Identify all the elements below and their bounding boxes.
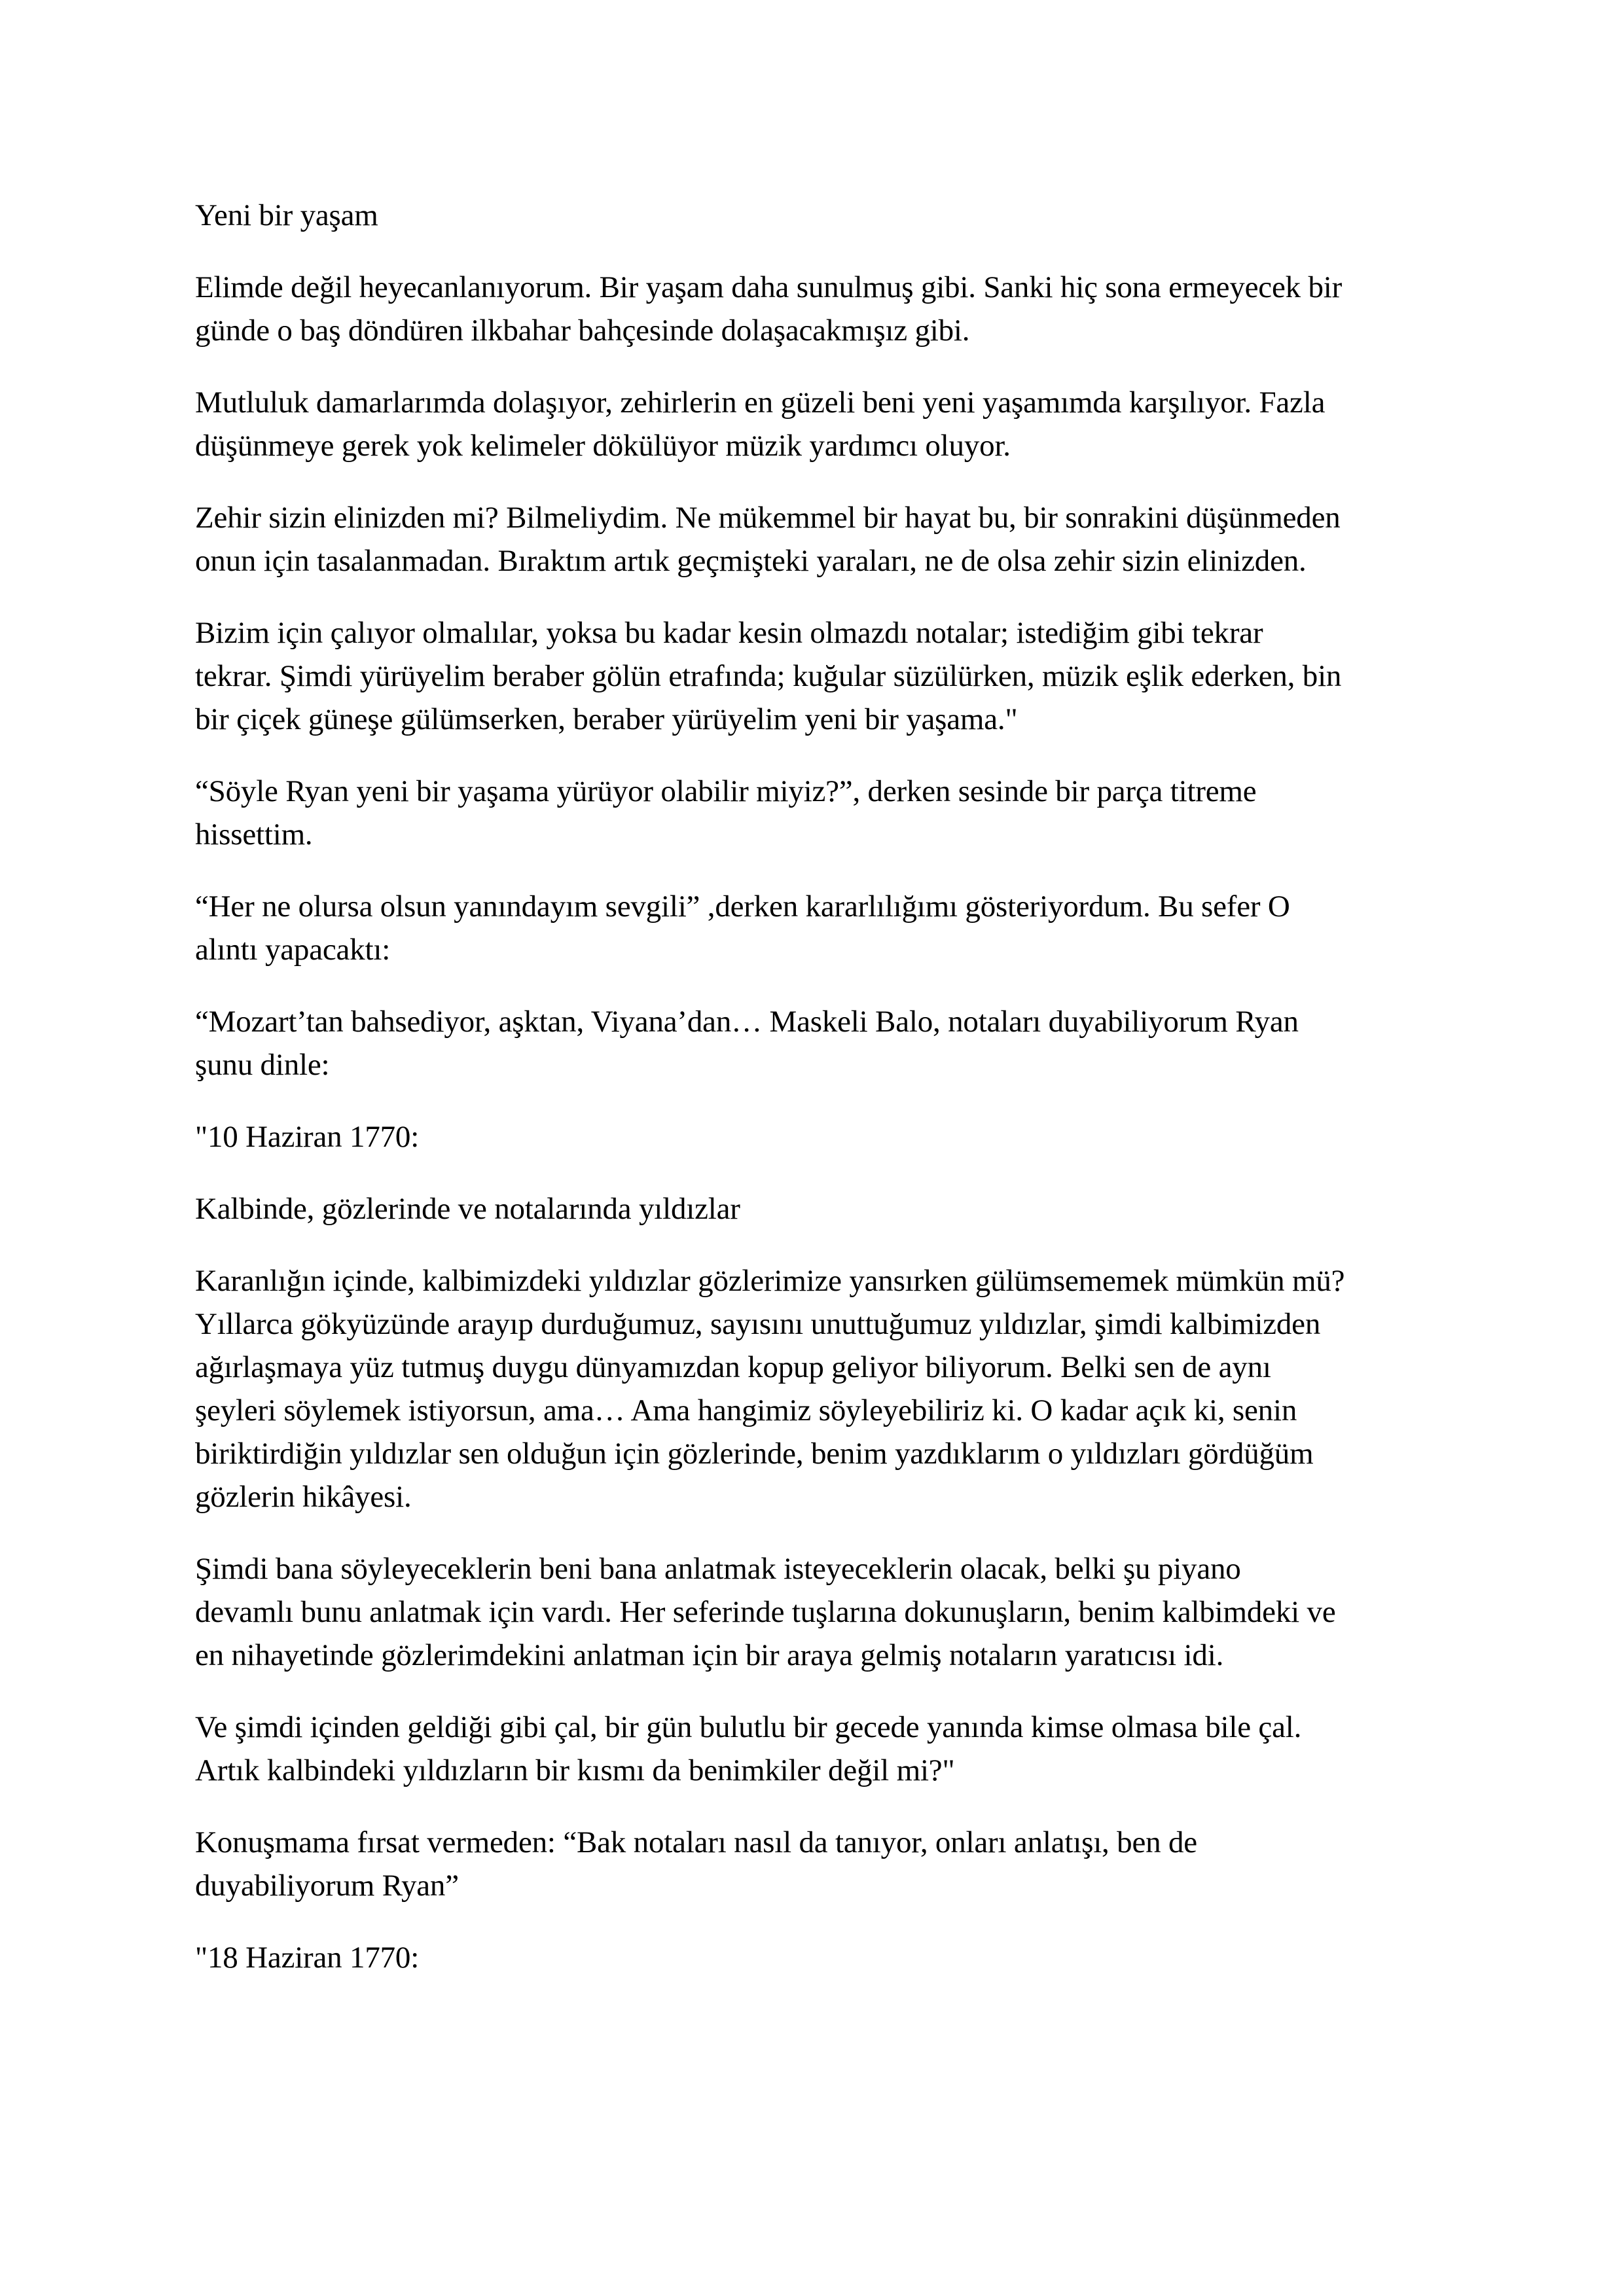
paragraph-line: Bizim için çalıyor olmalılar, yoksa bu kadar kesin olmazdı notalar; istediğim gibi tekrar <box>195 616 1263 650</box>
paragraph-line: alıntı yapacaktı: <box>195 933 391 967</box>
title-text: Yeni bir yaşam <box>195 198 378 232</box>
paragraph <box>195 1000 1452 1086</box>
paragraph <box>195 885 1452 971</box>
diary-entry-title <box>195 1187 1452 1230</box>
paragraph <box>195 381 1452 467</box>
paragraph-line: Ve şimdi içinden geldiği gibi çal, bir gün bulutlu bir gecede yanında kimse olmasa bile çal. <box>195 1710 1302 1744</box>
paragraph-line: "10 Haziran 1770: <box>195 1120 420 1154</box>
paragraph <box>195 1821 1452 1907</box>
paragraph-line: Elimde değil heyecanlanıyorum. Bir yaşam daha sunulmuş gibi. Sanki hiç sona ermeyecek bir <box>195 270 1343 304</box>
paragraph-line: düşünmeye gerek yok kelimeler dökülüyor müzik yardımcı oluyor. <box>195 429 1011 463</box>
paragraph <box>195 496 1452 583</box>
document-body <box>195 194 1452 2008</box>
paragraph-line: en nihayetinde gözlerimdekini anlatman için bir araya gelmiş notaların yaratıcısı idi. <box>195 1638 1224 1672</box>
paragraph <box>195 266 1452 352</box>
paragraph-line: şunu dinle: <box>195 1048 330 1082</box>
paragraph-line: şeyleri söylemek istiyorsun, ama… Ama hangimiz söyleyebiliriz ki. O kadar açık ki, senin <box>195 1393 1297 1427</box>
paragraph-line: Mutluluk damarlarımda dolaşıyor, zehirlerin en güzeli beni yeni yaşamımda karşılıyor. Fazla <box>195 386 1326 420</box>
paragraph-line: "18 Haziran 1770: <box>195 1941 420 1975</box>
paragraph-line: bir çiçek güneşe gülümserken, beraber yürüyelim yeni bir yaşama." <box>195 702 1018 736</box>
paragraph-line: ağırlaşmaya yüz tutmuş duygu dünyamızdan kopup geliyor biliyorum. Belki sen de aynı <box>195 1350 1271 1384</box>
paragraph <box>195 1547 1452 1677</box>
paragraph-line: tekrar. Şimdi yürüyelim beraber gölün etrafında; kuğular süzülürken, müzik eşlik ederken, bin <box>195 659 1342 693</box>
paragraph-line: Artık kalbindeki yıldızların bir kısmı da benimkiler değil mi?" <box>195 1753 955 1787</box>
paragraph-line: Kalbinde, gözlerinde ve notalarında yıldızlar <box>195 1192 740 1226</box>
diary-date-heading <box>195 1115 1452 1158</box>
paragraph-line: “Söyle Ryan yeni bir yaşama yürüyor olabilir miyiz?”, derken sesinde bir parça titreme <box>195 774 1257 808</box>
paragraph-line: gözlerin hikâyesi. <box>195 1480 412 1514</box>
paragraph-line: Yıllarca gökyüzünde arayıp durduğumuz, sayısını unuttuğumuz yıldızlar, şimdi kalbimizden <box>195 1307 1321 1341</box>
document-title <box>195 194 1452 237</box>
paragraph <box>195 1259 1452 1518</box>
paragraph <box>195 770 1452 856</box>
paragraph-line: “Her ne olursa olsun yanındayım sevgili” ,derken kararlılığımı gösteriyordum. Bu sefer O <box>195 889 1290 924</box>
paragraph-line: devamlı bunu anlatmak için vardı. Her seferinde tuşlarına dokunuşların, benim kalbimdeki ve <box>195 1595 1336 1629</box>
paragraph-line: biriktirdiğin yıldızlar sen olduğun için gözlerinde, benim yazdıklarım o yıldızları gördüğüm <box>195 1437 1314 1471</box>
paragraph-line: hissettim. <box>195 817 313 852</box>
paragraph-line: onun için tasalanmadan. Bıraktım artık geçmişteki yaraları, ne de olsa zehir sizin elinizden. <box>195 544 1307 578</box>
paragraph-line: Konuşmama fırsat vermeden: “Bak notaları nasıl da tanıyor, onları anlatışı, ben de <box>195 1825 1197 1859</box>
paragraph-line: “Mozart’tan bahsediyor, aşktan, Viyana’dan… Maskeli Balo, notaları duyabiliyorum Ryan <box>195 1005 1299 1039</box>
paragraph-line: duyabiliyorum Ryan” <box>195 1869 459 1903</box>
paragraph <box>195 611 1452 741</box>
paragraph <box>195 1706 1452 1792</box>
paragraph-line: Karanlığın içinde, kalbimizdeki yıldızlar gözlerimize yansırken gülümsememek mümkün mü? <box>195 1264 1345 1298</box>
paragraph-line: günde o baş döndüren ilkbahar bahçesinde dolaşacakmışız gibi. <box>195 314 970 348</box>
paragraph-line: Zehir sizin elinizden mi? Bilmeliydim. Ne mükemmel bir hayat bu, bir sonrakini düşünmeden <box>195 501 1341 535</box>
paragraph-line: Şimdi bana söyleyeceklerin beni bana anlatmak isteyeceklerin olacak, belki şu piyano <box>195 1552 1241 1586</box>
diary-date-heading <box>195 1936 1452 1979</box>
